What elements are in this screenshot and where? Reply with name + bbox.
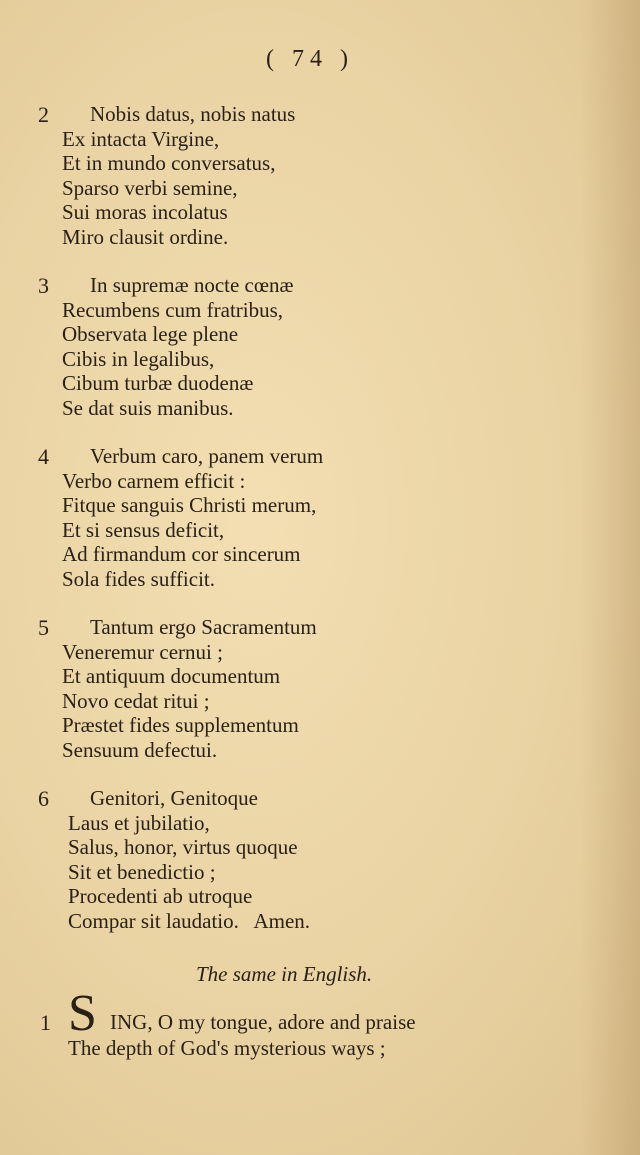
stanza-5: [38, 615, 598, 762]
verse-line: Novo cedat ritui ;: [62, 688, 210, 713]
verse-line: Tantum ergo Sacramentum: [90, 615, 317, 639]
verse-line: Procedenti ab utroque: [68, 884, 253, 908]
verse-line: Sensuum defectui.: [62, 737, 218, 762]
stanza-number: 1: [40, 1010, 51, 1035]
verse-line: Genitori, Genitoque: [90, 786, 258, 810]
verse-line: Observata lege plene: [62, 322, 239, 346]
verse-line: Ad firmandum cor sincerum: [62, 542, 301, 566]
stanza-3: [38, 273, 598, 420]
verse-line: Cibum turbæ duodenæ: [62, 371, 254, 395]
stanza-number: 4: [38, 444, 49, 469]
verse-line: Verbum caro, panem verum: [90, 444, 324, 468]
verse-line: In supremæ nocte cœnæ: [90, 273, 294, 297]
verse-line: Et in mundo conversatus,: [62, 151, 276, 175]
verse-line: Sparso verbi semine,: [62, 175, 238, 200]
stanza-number: 3: [38, 273, 49, 298]
verse-line: Ex intacta Virgine,: [62, 126, 220, 151]
verse-line: Recumbens cum fratribus,: [62, 297, 284, 322]
verse-line: The depth of God's mysterious ways ;: [68, 1036, 386, 1060]
verse-line: Verbo carnem efficit :: [62, 468, 246, 493]
verse-line: Et antiquum documentum: [62, 664, 281, 688]
stanza-6: [38, 786, 598, 933]
stanza-number: 2: [38, 102, 49, 127]
drop-cap: S: [68, 985, 97, 1042]
verse-line: Sit et benedictio ;: [68, 859, 216, 884]
verse-line: Compar sit laudatio. Amen.: [68, 908, 311, 933]
verse-line: Laus et jubilatio,: [68, 810, 210, 835]
section-heading: The same in English.: [196, 962, 373, 986]
verse-line: Nobis datus, nobis natus: [90, 102, 296, 126]
verse-line: Cibis in legalibus,: [62, 346, 215, 371]
verse-line: Sola fides sufficit.: [62, 566, 216, 591]
stanza-2: [38, 102, 598, 249]
stanza-number: 6: [38, 786, 49, 811]
verse-line: Fitque sanguis Christi merum,: [62, 493, 317, 517]
verse-line: Miro clausit ordine.: [62, 224, 229, 249]
stanza-4: [38, 444, 598, 591]
stanza-number: 5: [38, 615, 49, 640]
verse-line: Veneremur cernui ;: [62, 639, 223, 664]
verse-line: Se dat suis manibus.: [62, 395, 234, 420]
verse-line: Et si sensus deficit,: [62, 517, 225, 542]
verse-line: Sui moras incolatus: [62, 200, 228, 224]
verse-line: Salus, honor, virtus quoque: [68, 835, 298, 859]
verse-line: Præstet fides supplementum: [62, 713, 299, 737]
page-number: ( 74 ): [266, 46, 354, 72]
verse-line: ING, O my tongue, adore and praise: [110, 1010, 416, 1034]
